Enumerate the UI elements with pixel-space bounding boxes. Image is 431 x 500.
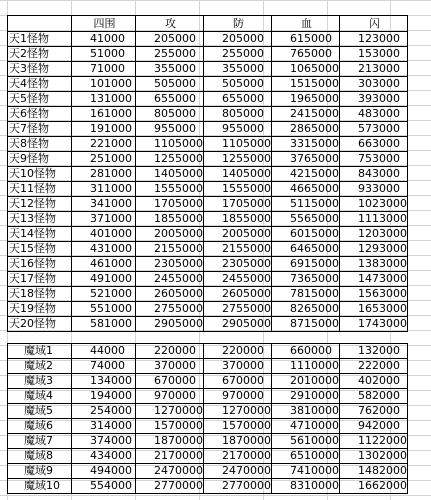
value-cell[interactable]: 2865000 — [272, 122, 340, 137]
value-cell[interactable]: 483000 — [340, 107, 408, 122]
value-cell[interactable]: 1563000 — [340, 287, 408, 302]
value-cell[interactable]: 1065000 — [272, 62, 340, 77]
row-name-cell[interactable]: 魔域1 — [8, 344, 72, 359]
value-cell[interactable]: 582000 — [340, 389, 408, 404]
value-cell[interactable]: 6915000 — [272, 257, 340, 272]
table-row — [8, 389, 408, 404]
value-cell[interactable]: 191000 — [72, 122, 136, 137]
value-cell[interactable]: 2005000 — [204, 227, 272, 242]
value-cell[interactable]: 222000 — [340, 359, 408, 374]
table-row — [8, 419, 408, 434]
row-name-cell[interactable]: 天6怪物 — [8, 107, 72, 122]
value-cell[interactable]: 1105000 — [204, 137, 272, 152]
value-cell[interactable]: 153000 — [340, 47, 408, 62]
table-row — [8, 317, 408, 332]
value-cell[interactable]: 615000 — [272, 32, 340, 47]
value-cell[interactable]: 2170000 — [204, 449, 272, 464]
value-cell[interactable]: 2755000 — [136, 302, 204, 317]
column-header[interactable]: 攻 — [136, 16, 204, 32]
table-row — [8, 479, 408, 494]
value-cell[interactable]: 753000 — [340, 152, 408, 167]
value-cell[interactable]: 431000 — [72, 242, 136, 257]
value-cell[interactable]: 4665000 — [272, 182, 340, 197]
row-name-cell[interactable]: 魔域10 — [8, 479, 72, 494]
value-cell[interactable]: 3810000 — [272, 404, 340, 419]
row-name-cell[interactable]: 天9怪物 — [8, 152, 72, 167]
grid-line — [0, 0, 431, 1]
table-row — [8, 257, 408, 272]
value-cell[interactable]: 554000 — [72, 479, 136, 494]
value-cell[interactable]: 7815000 — [272, 287, 340, 302]
row-name-cell[interactable]: 魔域2 — [8, 359, 72, 374]
value-cell[interactable]: 314000 — [72, 419, 136, 434]
table-row — [8, 434, 408, 449]
value-cell[interactable]: 1023000 — [340, 197, 408, 212]
value-cell[interactable]: 374000 — [72, 434, 136, 449]
value-cell[interactable]: 2155000 — [204, 242, 272, 257]
row-name-cell[interactable]: 魔域8 — [8, 449, 72, 464]
value-cell[interactable]: 494000 — [72, 464, 136, 479]
value-cell[interactable]: 194000 — [72, 389, 136, 404]
value-cell[interactable]: 1270000 — [136, 404, 204, 419]
column-header[interactable] — [8, 16, 72, 32]
value-cell[interactable]: 1383000 — [340, 257, 408, 272]
table-row — [8, 32, 408, 47]
value-cell[interactable]: 2770000 — [204, 479, 272, 494]
value-cell[interactable]: 660000 — [272, 344, 340, 359]
table-row — [8, 404, 408, 419]
row-name-cell[interactable]: 天19怪物 — [8, 302, 72, 317]
value-cell[interactable]: 220000 — [204, 344, 272, 359]
value-cell[interactable]: 402000 — [340, 374, 408, 389]
value-cell[interactable]: 355000 — [204, 62, 272, 77]
table-row — [8, 359, 408, 374]
value-cell[interactable]: 4215000 — [272, 167, 340, 182]
demon-realm-stats-table — [7, 343, 408, 494]
row-name-cell[interactable]: 天18怪物 — [8, 287, 72, 302]
table-row — [8, 302, 408, 317]
value-cell[interactable]: 1743000 — [340, 317, 408, 332]
value-cell[interactable]: 970000 — [136, 389, 204, 404]
row-name-cell[interactable]: 天13怪物 — [8, 212, 72, 227]
value-cell[interactable]: 655000 — [204, 92, 272, 107]
value-cell[interactable]: 955000 — [136, 122, 204, 137]
value-cell[interactable]: 2010000 — [272, 374, 340, 389]
value-cell[interactable]: 1113000 — [340, 212, 408, 227]
value-cell[interactable]: 2305000 — [136, 257, 204, 272]
table-row — [8, 137, 408, 152]
value-cell[interactable]: 521000 — [72, 287, 136, 302]
value-cell[interactable]: 2910000 — [272, 389, 340, 404]
value-cell[interactable]: 5610000 — [272, 434, 340, 449]
value-cell[interactable]: 2455000 — [136, 272, 204, 287]
value-cell[interactable]: 311000 — [72, 182, 136, 197]
column-header[interactable]: 四围 — [72, 16, 136, 32]
row-name-cell[interactable]: 天7怪物 — [8, 122, 72, 137]
table-row — [8, 167, 408, 182]
row-name-cell[interactable]: 天4怪物 — [8, 77, 72, 92]
row-name-cell[interactable]: 天11怪物 — [8, 182, 72, 197]
value-cell[interactable]: 205000 — [136, 32, 204, 47]
row-name-cell[interactable]: 天17怪物 — [8, 272, 72, 287]
value-cell[interactable]: 434000 — [72, 449, 136, 464]
value-cell[interactable]: 942000 — [340, 419, 408, 434]
value-cell[interactable]: 1405000 — [204, 167, 272, 182]
row-name-cell[interactable]: 魔域4 — [8, 389, 72, 404]
value-cell[interactable]: 1570000 — [136, 419, 204, 434]
table-row — [8, 287, 408, 302]
value-cell[interactable]: 670000 — [204, 374, 272, 389]
value-cell[interactable]: 370000 — [204, 359, 272, 374]
table-row — [8, 107, 408, 122]
value-cell[interactable]: 1570000 — [204, 419, 272, 434]
value-cell[interactable]: 2905000 — [204, 317, 272, 332]
value-cell[interactable]: 1705000 — [136, 197, 204, 212]
table-row — [8, 152, 408, 167]
value-cell[interactable]: 220000 — [136, 344, 204, 359]
value-cell[interactable]: 670000 — [136, 374, 204, 389]
value-cell[interactable]: 1122000 — [340, 434, 408, 449]
table-row — [8, 92, 408, 107]
value-cell[interactable]: 805000 — [204, 107, 272, 122]
row-name-cell[interactable]: 天15怪物 — [8, 242, 72, 257]
value-cell[interactable]: 762000 — [340, 404, 408, 419]
value-cell[interactable]: 2415000 — [272, 107, 340, 122]
table-row — [8, 122, 408, 137]
value-cell[interactable]: 461000 — [72, 257, 136, 272]
row-name-cell[interactable]: 天5怪物 — [8, 92, 72, 107]
value-cell[interactable]: 8715000 — [272, 317, 340, 332]
row-name-cell[interactable]: 天20怪物 — [8, 317, 72, 332]
table-row — [8, 77, 408, 92]
value-cell[interactable]: 1515000 — [272, 77, 340, 92]
value-cell[interactable]: 1870000 — [204, 434, 272, 449]
value-cell[interactable]: 3315000 — [272, 137, 340, 152]
table-row — [8, 182, 408, 197]
row-name-cell[interactable]: 天3怪物 — [8, 62, 72, 77]
value-cell[interactable]: 1105000 — [136, 137, 204, 152]
table-row — [8, 62, 408, 77]
column-header[interactable]: 血 — [272, 16, 340, 32]
value-cell[interactable]: 491000 — [72, 272, 136, 287]
table-row — [8, 449, 408, 464]
value-cell[interactable]: 303000 — [340, 77, 408, 92]
value-cell[interactable]: 5115000 — [272, 197, 340, 212]
value-cell[interactable]: 933000 — [340, 182, 408, 197]
value-cell[interactable]: 2770000 — [136, 479, 204, 494]
row-name-cell[interactable]: 魔域9 — [8, 464, 72, 479]
value-cell[interactable]: 2470000 — [136, 464, 204, 479]
value-cell[interactable]: 41000 — [72, 32, 136, 47]
column-header[interactable]: 防 — [204, 16, 272, 32]
value-cell[interactable]: 1653000 — [340, 302, 408, 317]
header-row — [8, 16, 408, 32]
value-cell[interactable]: 805000 — [136, 107, 204, 122]
value-cell[interactable]: 134000 — [72, 374, 136, 389]
value-cell[interactable]: 505000 — [136, 77, 204, 92]
row-name-cell[interactable]: 魔域7 — [8, 434, 72, 449]
value-cell[interactable]: 281000 — [72, 167, 136, 182]
value-cell[interactable]: 101000 — [72, 77, 136, 92]
value-cell[interactable]: 1473000 — [340, 272, 408, 287]
value-cell[interactable]: 1110000 — [272, 359, 340, 374]
row-name-cell[interactable]: 天8怪物 — [8, 137, 72, 152]
value-cell[interactable]: 401000 — [72, 227, 136, 242]
table-row — [8, 464, 408, 479]
value-cell[interactable]: 131000 — [72, 92, 136, 107]
value-cell[interactable]: 2755000 — [204, 302, 272, 317]
value-cell[interactable]: 765000 — [272, 47, 340, 62]
value-cell[interactable]: 551000 — [72, 302, 136, 317]
value-cell[interactable]: 1203000 — [340, 227, 408, 242]
value-cell[interactable]: 2455000 — [204, 272, 272, 287]
monster-stats-table — [7, 15, 408, 332]
column-header[interactable]: 闪 — [340, 16, 408, 32]
value-cell[interactable]: 6510000 — [272, 449, 340, 464]
value-cell[interactable]: 505000 — [204, 77, 272, 92]
value-cell[interactable]: 74000 — [72, 359, 136, 374]
value-cell[interactable]: 1270000 — [204, 404, 272, 419]
value-cell[interactable]: 221000 — [72, 137, 136, 152]
value-cell[interactable]: 355000 — [136, 62, 204, 77]
value-cell[interactable]: 205000 — [204, 32, 272, 47]
value-cell[interactable]: 1965000 — [272, 92, 340, 107]
value-cell[interactable]: 2605000 — [136, 287, 204, 302]
value-cell[interactable]: 1555000 — [136, 182, 204, 197]
value-cell[interactable]: 213000 — [340, 62, 408, 77]
value-cell[interactable]: 254000 — [72, 404, 136, 419]
value-cell[interactable]: 2155000 — [136, 242, 204, 257]
value-cell[interactable]: 132000 — [340, 344, 408, 359]
value-cell[interactable]: 8310000 — [272, 479, 340, 494]
table-row — [8, 272, 408, 287]
value-cell[interactable]: 2005000 — [136, 227, 204, 242]
value-cell[interactable]: 71000 — [72, 62, 136, 77]
value-cell[interactable]: 2170000 — [136, 449, 204, 464]
grid-line — [0, 495, 431, 496]
table-row — [8, 344, 408, 359]
value-cell[interactable]: 370000 — [136, 359, 204, 374]
value-cell[interactable]: 8265000 — [272, 302, 340, 317]
row-name-cell[interactable]: 魔域5 — [8, 404, 72, 419]
value-cell[interactable]: 4710000 — [272, 419, 340, 434]
value-cell[interactable]: 341000 — [72, 197, 136, 212]
row-name-cell[interactable]: 天1怪物 — [8, 32, 72, 47]
value-cell[interactable]: 2905000 — [136, 317, 204, 332]
value-cell[interactable]: 2605000 — [204, 287, 272, 302]
value-cell[interactable]: 51000 — [72, 47, 136, 62]
value-cell[interactable]: 371000 — [72, 212, 136, 227]
value-cell[interactable]: 581000 — [72, 317, 136, 332]
value-cell[interactable]: 2470000 — [204, 464, 272, 479]
value-cell[interactable]: 161000 — [72, 107, 136, 122]
value-cell[interactable]: 843000 — [340, 167, 408, 182]
table-row — [8, 227, 408, 242]
row-name-cell[interactable]: 魔域3 — [8, 374, 72, 389]
value-cell[interactable]: 663000 — [340, 137, 408, 152]
row-name-cell[interactable]: 魔域6 — [8, 419, 72, 434]
value-cell[interactable]: 6015000 — [272, 227, 340, 242]
value-cell[interactable]: 6465000 — [272, 242, 340, 257]
value-cell[interactable]: 655000 — [136, 92, 204, 107]
row-name-cell[interactable]: 天14怪物 — [8, 227, 72, 242]
value-cell[interactable]: 123000 — [340, 32, 408, 47]
value-cell[interactable]: 7365000 — [272, 272, 340, 287]
value-cell[interactable]: 1555000 — [204, 182, 272, 197]
value-cell[interactable]: 1293000 — [340, 242, 408, 257]
value-cell[interactable]: 3765000 — [272, 152, 340, 167]
value-cell[interactable]: 1855000 — [204, 212, 272, 227]
table-row — [8, 242, 408, 257]
value-cell[interactable]: 1255000 — [136, 152, 204, 167]
value-cell[interactable]: 255000 — [136, 47, 204, 62]
value-cell[interactable]: 1705000 — [204, 197, 272, 212]
table-row — [8, 212, 408, 227]
value-cell[interactable]: 1255000 — [204, 152, 272, 167]
row-name-cell[interactable]: 天16怪物 — [8, 257, 72, 272]
value-cell[interactable]: 255000 — [204, 47, 272, 62]
value-cell[interactable]: 251000 — [72, 152, 136, 167]
value-cell[interactable]: 1405000 — [136, 167, 204, 182]
value-cell[interactable]: 970000 — [204, 389, 272, 404]
row-name-cell[interactable]: 天10怪物 — [8, 167, 72, 182]
value-cell[interactable]: 955000 — [204, 122, 272, 137]
value-cell[interactable]: 1855000 — [136, 212, 204, 227]
value-cell[interactable]: 7410000 — [272, 464, 340, 479]
value-cell[interactable]: 1662000 — [340, 479, 408, 494]
table-row — [8, 47, 408, 62]
value-cell[interactable]: 573000 — [340, 122, 408, 137]
table-row — [8, 374, 408, 389]
value-cell[interactable]: 44000 — [72, 344, 136, 359]
value-cell[interactable]: 1302000 — [340, 449, 408, 464]
value-cell[interactable]: 5565000 — [272, 212, 340, 227]
value-cell[interactable]: 1870000 — [136, 434, 204, 449]
table-row — [8, 197, 408, 212]
row-name-cell[interactable]: 天12怪物 — [8, 197, 72, 212]
value-cell[interactable]: 2305000 — [204, 257, 272, 272]
value-cell[interactable]: 393000 — [340, 92, 408, 107]
row-name-cell[interactable]: 天2怪物 — [8, 47, 72, 62]
value-cell[interactable]: 1482000 — [340, 464, 408, 479]
